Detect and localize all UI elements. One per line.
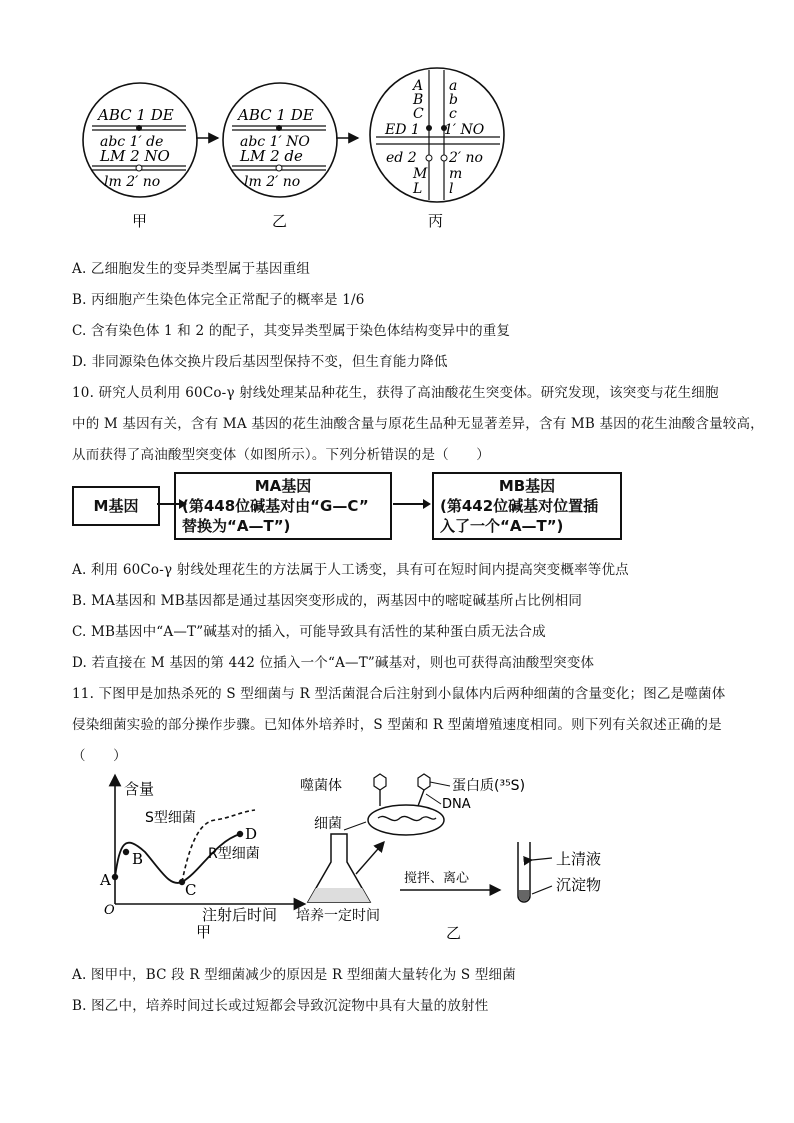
q11-option-b: B. 图乙中，培养时间过长或过短都会导致沉淀物中具有大量的放射性 [72,998,489,1014]
q9-option-b: B. 丙细胞产生染色体完全正常配子的概率是 1/6 [72,292,365,308]
bing-b2: L [413,181,423,197]
bing-r1: a [449,78,458,94]
y-axis-label: 含量 [124,780,155,798]
dna-label: DNA [442,797,471,812]
ma-title: MA基因 [254,477,312,495]
phage-label: 噬菌体 [300,778,342,794]
q11-stem-2: 侵染细菌实验的部分操作步骤。已知体外培养时，S 型菌和 R 型菌增殖速度相同。则下列有关叙述正确的是 [72,717,722,733]
yi-row4: lm 2′ no [244,174,301,190]
jia-row3: LM 2 NO [100,147,170,165]
bing-lowright: 2′ no [449,150,483,166]
graph-yi [296,772,636,952]
cell-bing [370,68,504,202]
s-type-label: S型细菌 [145,810,196,826]
ma-line1: (第448位碱基对由“G—C” [182,497,369,515]
yi-row2: abc 1′ NO [240,134,310,150]
caption-yi-graph: 乙 [446,924,462,942]
box-mb-gene [432,472,622,540]
caption-yi: 乙 [272,212,288,230]
caption-bing: 丙 [428,212,444,230]
arrow-2 [393,497,433,511]
stir-label: 搅拌、离心 [404,871,470,886]
bing-r3: c [449,106,457,122]
phage-icon-1 [374,774,386,806]
q10-option-b: B. MA基因和 MB基因都是通过基因突变形成的，两基因中的嘧啶碱基所占比例相同 [72,593,583,609]
supernatant-label: 上清液 [556,850,602,868]
x-axis-label: 注射后时间 [202,906,278,924]
bing-b4: l [449,181,454,197]
q11-stem-1: 11. 下图甲是加热杀死的 S 型细菌与 R 型活菌混合后注射到小鼠体内后两种细菌的含量变化；图乙是噬菌体 [72,686,726,702]
q10-option-c: C. MB基因中“A—T”碱基对的插入，可能导致具有活性的某种蛋白质无法合成 [72,624,546,640]
jia-row4: lm 2′ no [104,174,161,190]
r-type-label: R型细菌 [208,846,260,862]
bing-midright: 1′ NO [444,122,485,138]
yi-row1: ABC 1 DE [238,106,314,124]
q10-stem-3: 从而获得了高油酸型突变体（如图所示）。下列分析错误的是（ ） [72,447,490,463]
protein-label: 蛋白质(³⁵S) [452,778,526,794]
mb-title: MB基因 [498,477,556,495]
origin-label: O [104,903,115,918]
q9-option-d: D. 非同源染色体交换片段后基因型保持不变，但生育能力降低 [72,354,448,370]
q9-option-c: C. 含有染色体 1 和 2 的配子，其变异类型属于染色体结构变异中的重复 [72,323,511,339]
q10-option-a: A. 利用 60Co-γ 射线处理花生的方法属于人工诱变，具有可在短时间内提高突变概率等优点 [72,562,629,578]
phage-icon-2 [418,774,430,806]
label-a: A [100,871,111,889]
bing-l1: A [413,78,424,94]
bing-b3: m [449,166,463,182]
label-b: B [132,850,144,868]
caption-jia: 甲 [132,212,148,230]
bing-l3: C [413,106,424,122]
bing-r2: b [449,92,458,108]
bing-l2: B [413,92,424,108]
q10-stem-1: 10. 研究人员利用 60Co-γ 射线处理某品种花生，获得了高油酸花生突变体。研究发现，该突变与花生细胞 [72,385,719,401]
q11-stem-3: （ ） [72,748,127,764]
culture-label: 培养一定时间 [296,908,380,924]
precipitate-label: 沉淀物 [556,876,602,894]
box-ma-gene [174,472,392,540]
q10-option-d: D. 若直接在 M 基因的第 442 位插入一个“A—T”碱基对，则也可获得高油酸型突变体 [72,655,595,671]
cell-yi [223,83,337,197]
label-c: C [185,881,197,899]
caption-jia-graph: 甲 [196,923,212,941]
bing-b1: M [413,166,428,182]
ma-line2: 替换为“A—T”) [182,517,291,535]
mb-line2: 入了一个“A—T”) [440,517,564,535]
q9-option-a: A. 乙细胞发生的变异类型属于基因重组 [72,261,311,277]
bacteria-label: 细菌 [314,816,342,832]
jia-row2: abc 1′ de [100,134,164,150]
bacterium-shape [368,805,444,835]
bing-lowleft: ed 2 [386,150,417,166]
box-m-gene: M基因 [72,486,160,526]
cell-jia [83,83,197,197]
point-a [112,874,118,880]
yi-row3: LM 2 de [240,147,303,165]
bing-midleft: ED 1 [385,122,420,138]
mb-line1: (第442位碱基对位置插 [440,497,599,515]
point-b [123,849,129,855]
jia-row1: ABC 1 DE [98,106,174,124]
q11-option-a: A. 图甲中，BC 段 R 型细菌减少的原因是 R 型细菌大量转化为 S 型细菌 [72,967,516,983]
point-d [237,831,243,837]
label-d: D [245,825,258,843]
q10-stem-2: 中的 M 基因有关，含有 MA 基因的花生油酸含量与原花生品种无显著差异，含有 MB 基因的花生油酸含量较高， [72,416,764,432]
